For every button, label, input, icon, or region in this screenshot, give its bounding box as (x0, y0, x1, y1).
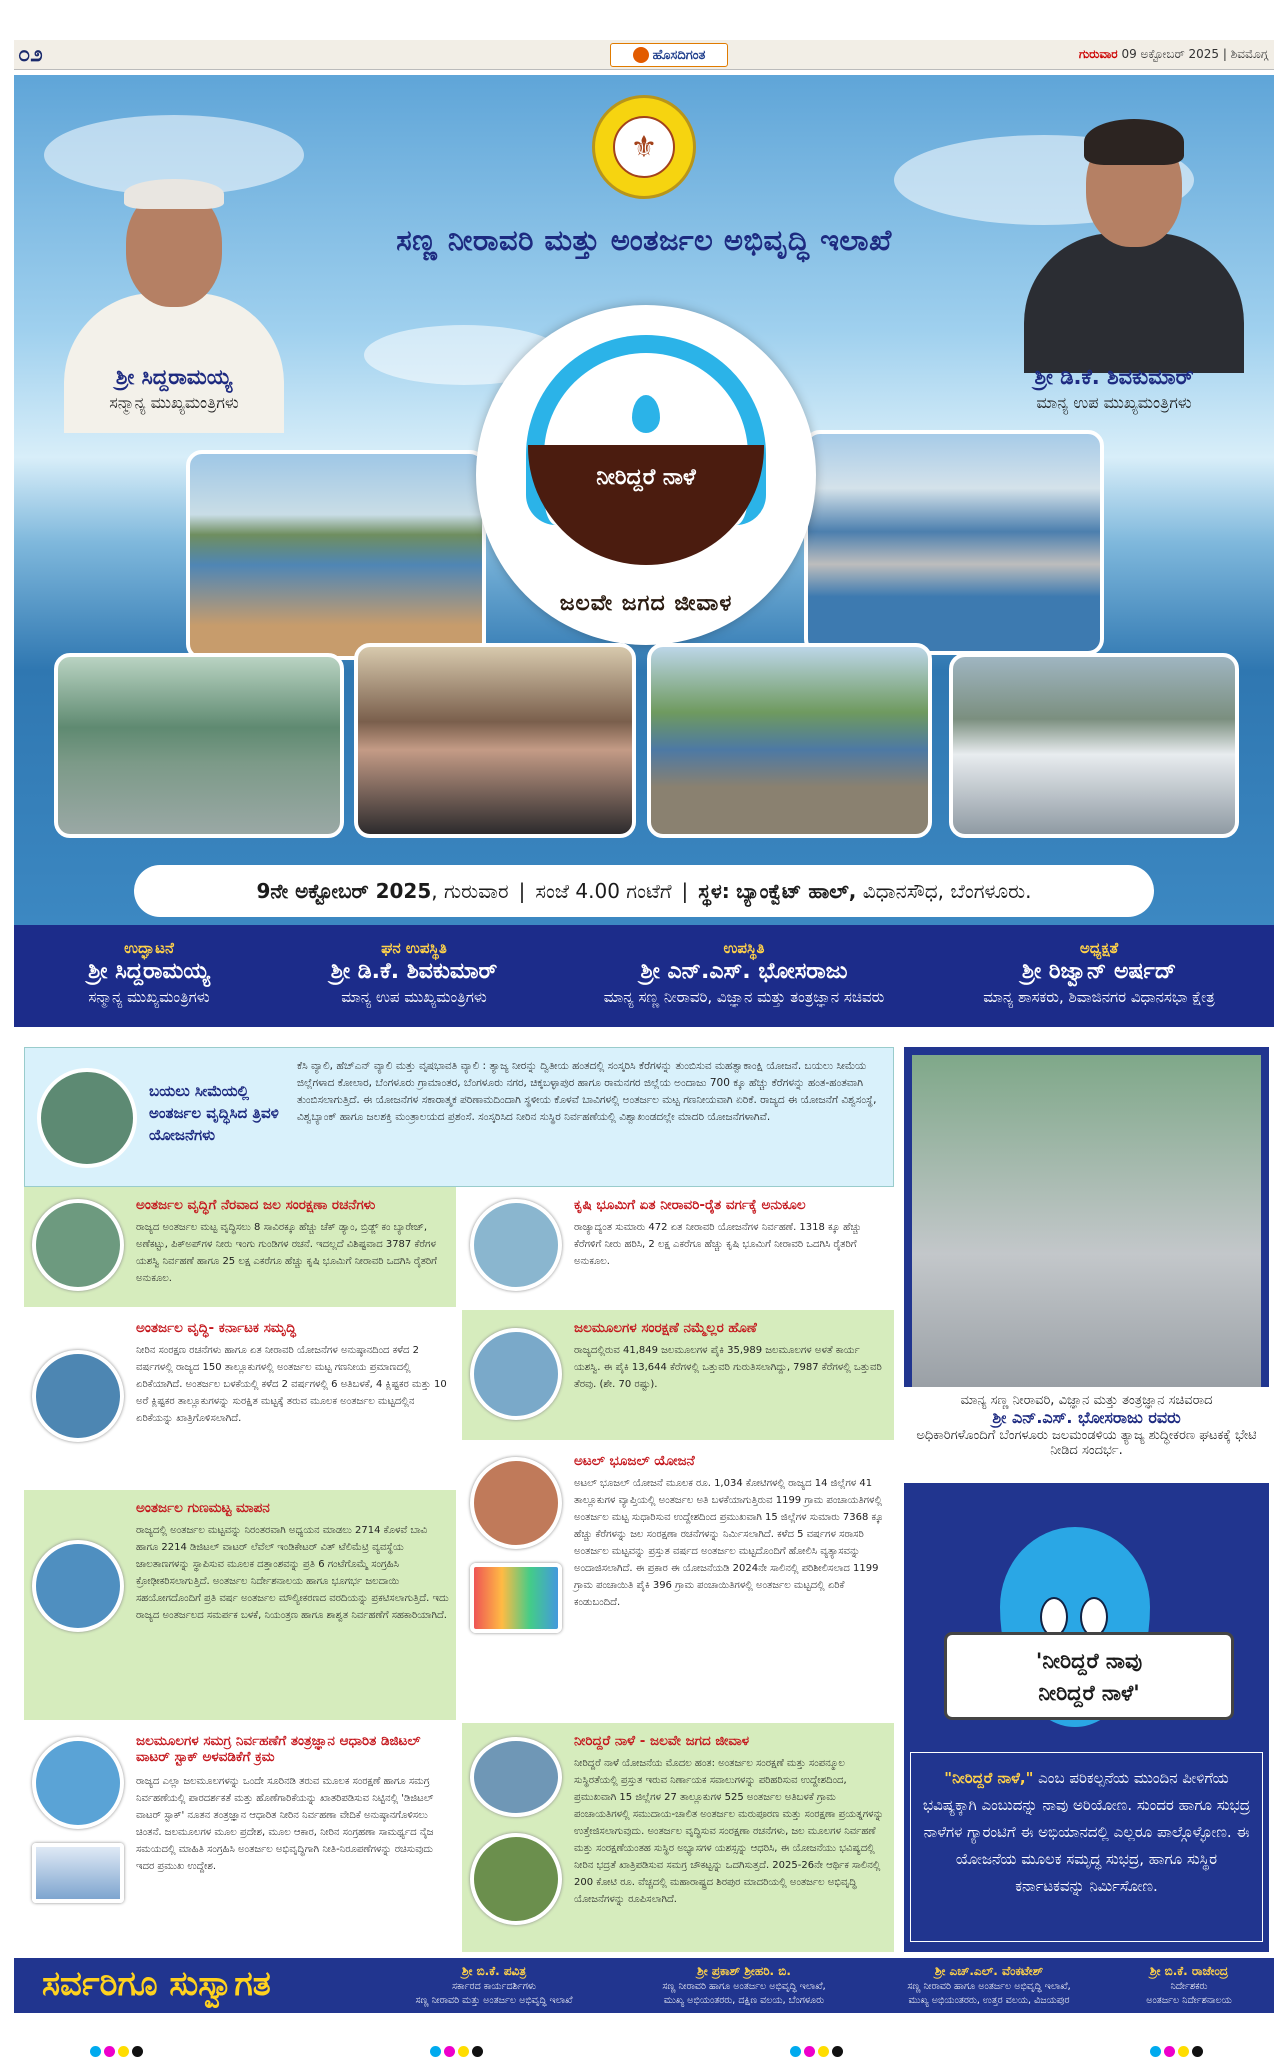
photo-officials (354, 643, 636, 838)
hand-icon (528, 445, 764, 565)
photo-bridge-right (804, 430, 1104, 655)
water-drop-icon (632, 395, 660, 433)
section-digital-water-stack: ಜಲಮೂಲಗಳ ಸಮಗ್ರ ನಿರ್ವಹಣೆಗೆ ತಂತ್ರಜ್ಞಾನ ಆಧಾರಿತ ಡಿಜಿಟಲ್ ವಾಟರ್ ಸ್ಟಾಕ್ ಅಳವಡಿಕೆಗೆ ಕ್ರಮ ರಾಜ್ಯದ ಎಲ್ಲಾ ಜಲಮೂಲಗಳನ್ನು ಒಂದೇ ಸೂರಿನಡಿ ತರುವ ಮೂಲಕ ಸಂರಕ್ಷಣೆ ಹಾಗೂ ಸಮಗ್ರ ನಿರ್ವಹಣೆಯಲ್ಲಿ ಪಾರದರ್ಶಕತೆ ಮತ್ತು ಹೊಣೆಗಾರಿಕೆಯನ್ನು ಖಾತರಿಪಡಿಸುವ ನಿಟ್ಟಿನಲ್ಲಿ 'ಡಿಜಿಟಲ್ ವಾಟರ್ ಸ್ಟಾಕ್' ನೂತನ ತಂತ್ರಜ್ಞಾನ ಆಧಾರಿತ ನೀರಿನ ನಿರ್ವಹಣಾ ವೇದಿಕೆ ಅನುಷ್ಠಾನಗೊಳಿಸಲು ಚಿಂತನೆ. ಜಲಮೂಲಗಳ ಮೂಲ ಪ್ರದೇಶ, ಮೂಲ ಆಕಾರ, ನೀರಿನ ಸಂಗ್ರಹಣಾ ಸಾಮರ್ಥ್ಯದ ನೈಜ ಸಮಯದಲ್ಲಿ ಮಾಹಿತಿ ಸಂಗ್ರಹಿಸಿ ಅಂತರ್ಜಲ ಅಭಿವೃದ್ಧಿಗಾಗಿ ನೀತಿ-ನಿರೂಪಣೆಗಳನ್ನು ರಚಿಸುವುದು ಇದರ ಪ್ರಮುಖ ಉದ್ದೇಶ. (24, 1723, 456, 1952)
masthead-logo: ಹೊಸದಿಗಂತ (610, 43, 728, 67)
section-conservation: ಅಂತರ್ಜಲ ವೃದ್ಧಿಗೆ ನೆರವಾದ ಜಲ ಸಂರಕ್ಷಣಾ ರಚನೆಗಳು ರಾಜ್ಯದ ಅಂತರ್ಜಲ ಮಟ್ಟ ವೃದ್ಧಿಸಲು 8 ಸಾವಿರಕ್ಕೂ ಹೆಚ್ಚು ಚೆಕ್ ಡ್ಯಾಂ, ಬ್ರಿಡ್ಜ್ ಕಂ ಬ್ಯಾರೇಜ್, ಅಣೆಕಟ್ಟು, ಪಿಕ್ಅಪ್‌ಗಳ ನೀರು ಇಂಗು ಗುಂಡಿಗಳ ರಚನೆ. ಇದಲ್ಲದೆ ವಿಶಿಷ್ಟವಾದ 3787 ಕೆರೆಗಳ ಯಶಸ್ವಿ ನಿರ್ವಹಣೆ ಹಾಗೂ 25 ಲಕ್ಷ ಎಕರೆಗೂ ಹೆಚ್ಚು ಕೃಷಿ ಭೂಮಿಗೆ ನೀರಾವರಿ ಒದಗಿಸಿ ರೈತರಿಗೆ ಅನುಕೂಲ. (24, 1187, 456, 1307)
section-waterbody-protection: ಜಲಮೂಲಗಳ ಸಂರಕ್ಷಣೆ ನಮ್ಮೆಲ್ಲರ ಹೊಣೆ ರಾಜ್ಯದಲ್ಲಿರುವ 41,849 ಜಲಮೂಲಗಳ ಪೈಕಿ 35,989 ಜಲಮೂಲಗಳ ಅಳತೆ ಕಾರ್ಯ ಯಶಸ್ವಿ. ಈ ಪೈಕಿ 13,644 ಕೆರೆಗಳಲ್ಲಿ ಒತ್ತುವರಿ ಗುರುತಿಸಲಾಗಿದ್ದು, 7987 ಕೆರೆಗಳಲ್ಲಿ ಒತ್ತುವರಿ ತೆರವು. (ಶೇ. 70 ರಷ್ಟು). (462, 1310, 894, 1440)
photo-barrage (647, 643, 932, 838)
invitee-attendance: ಉಪಸ್ಥಿತಿ ಶ್ರೀ ಎನ್.ಎಸ್. ಭೋಸರಾಜು ಮಾನ್ಯ ಸಣ್ಣ ನೀರಾವರಿ, ವಿಜ್ಞಾನ ಮತ್ತು ತಂತ್ರಜ್ಞಾನ ಸಚಿವರು (603, 939, 885, 1006)
page-header (14, 40, 1274, 70)
invitees-bar (14, 925, 1274, 1027)
mascot-sign: 'ನೀರಿದ್ದರೆ ನಾವು ನೀರಿದ್ದರೆ ನಾಳೆ' (944, 1632, 1234, 1720)
section-quality-monitoring: ಅಂತರ್ಜಲ ಗುಣಮಟ್ಟ ಮಾಪನ ರಾಜ್ಯದಲ್ಲಿ ಅಂತರ್ಜಲ ಮಟ್ಟವನ್ನು ನಿರಂತರವಾಗಿ ಅಧ್ಯಯನ ಮಾಡಲು 2714 ಕೊಳವೆ ಬಾವಿ ಹಾಗೂ 2214 ಡಿಜಿಟಲ್ ವಾಟರ್ ಲೆವೆಲ್ ಇಂಡಿಕೇಟರ್ ವಿತ್ ಟೆಲಿಮೆಟ್ರಿ ವ್ಯವಸ್ಥೆಯ ಜಾಲತಾಣಗಳನ್ನು ಸ್ಥಾಪಿಸುವ ಮೂಲಕ ದತ್ತಾಂಶವನ್ನು ಪ್ರತಿ 6 ಗಂಟೆಗೊಮ್ಮೆ ಸಂಗ್ರಹಿಸಿ ಕ್ರೋಢೀಕರಿಸಲಾಗುತ್ತಿದೆ. ಅಂತರ್ಜಲ ನಿರ್ದೇಶನಾಲಯ ಹಾಗೂ ಭೂಗರ್ಭ ಜಲದಾಯಿ ಸಹಯೋಗದೊಂದಿಗೆ ಪ್ರತಿ ವರ್ಷ ಅಂತರ್ಜಲ ಮೌಲ್ಯೀಕರಣದ ವರದಿಯನ್ನು ಪ್ರಕಟಿಸಲಾಗುತ್ತಿದೆ. ಇದು ರಾಜ್ಯದ ಅಂತರ್ಜಲದ ಸಮರ್ಪಕ ಬಳಕೆ, ನಿಯಂತ್ರಣ ಹಾಗೂ ಶಾಶ್ವತ ನಿರ್ವಹಣೆಗೆ ಸಹಕಾರಿಯಾಗಿದೆ. (24, 1490, 456, 1720)
minister-visit-photo (912, 1055, 1261, 1387)
left-person-name: ಶ್ರೀ ಸಿದ್ದರಾಮಯ್ಯ (115, 365, 233, 389)
photo-treatment-plant (949, 653, 1239, 838)
page-number: ೦೨ (18, 42, 43, 67)
valley-photo (37, 1068, 137, 1168)
invitee-presiding: ಅಧ್ಯಕ್ಷತೆ ಶ್ರೀ ರಿಜ್ವಾನ್ ಅರ್ಷದ್ ಮಾನ್ಯ ಶಾಸಕರು, ಶಿವಾಜಿನಗರ ವಿಧಾನಸಭಾ ಕ್ಷೇತ್ರ (983, 939, 1215, 1006)
photo-check-dam (54, 653, 344, 838)
right-person-title: ಮಾನ್ಯ ಉಪ ಮುಖ್ಯಮಂತ್ರಿಗಳು (1036, 393, 1192, 412)
event-details: 9ನೇ ಅಕ್ಟೋಬರ್ 2025, ಗುರುವಾರ | ಸಂಜೆ 4.00 ಗಂಟೆಗೆ | ಸ್ಥಳ: ಬ್ಯಾಂಕ್ವೆಟ್ ಹಾಲ್, ವಿಧಾನಸೌಧ, ಬೆಂಗಳೂರು. (134, 865, 1154, 917)
portrait-shivakumar (1014, 115, 1254, 365)
photo-lake-left (186, 450, 486, 660)
official-4: ಶ್ರೀ ಬಿ.ಕೆ. ರಾಜೇಂದ್ರ ನಿರ್ದೇಶಕರು ಅಂತರ್ಜಲ ನಿರ್ದೇಶನಾಲಯ (1146, 1964, 1232, 2006)
invitee-presence: ಘನ ಉಪಸ್ಥಿತಿ ಶ್ರೀ ಡಿ.ಕೆ. ಶಿವಕುಮಾರ್ ಮಾನ್ಯ ಉಪ ಮುಖ್ಯಮಂತ್ರಿಗಳು (330, 939, 498, 1006)
registration-marks-3 (790, 2046, 843, 2058)
masthead-emblem-icon (633, 47, 649, 63)
invitee-inauguration: ಉದ್ಘಾಟನೆ ಶ್ರೀ ಸಿದ್ದರಾಮಯ್ಯ ಸನ್ಮಾನ್ಯ ಮುಖ್ಯಮಂತ್ರಿಗಳು (88, 939, 210, 1006)
department-title: ಸಣ್ಣ ನೀರಾವರಿ ಮತ್ತು ಅಂತರ್ಜಲ ಅಭಿವೃದ್ಧಿ ಇಲಾಖೆ (396, 223, 892, 257)
schemes-panel (24, 1047, 894, 1952)
section-lift-irrigation: ಕೃಷಿ ಭೂಮಿಗೆ ಏತ ನೀರಾವರಿ-ರೈತ ವರ್ಗಕ್ಕೆ ಅನುಕೂಲ ರಾಜ್ಯಾದ್ಯಂತ ಸುಮಾರು 472 ಏತ ನೀರಾವರಿ ಯೋಜನೆಗಳ ನಿರ್ವಹಣೆ. 1318 ಕ್ಕೂ ಹೆಚ್ಚು ಕೆರೆಗಳಿಗೆ ನೀರು ಹರಿಸಿ, 2 ಲಕ್ಷ ಎಕರೆಗೂ ಹೆಚ್ಚು ಕೃಷಿ ಭೂಮಿಗೆ ನೀರಾವರಿ ಒದಗಿಸಿ ರೈತರಿಗೆ ಅನುಕೂಲ. (462, 1187, 894, 1307)
section-neeriddare-naale: ನೀರಿದ್ದರೆ ನಾಳೆ - ಜಲವೇ ಜಗದ ಜೀವಾಳ ನೀರಿದ್ದರೆ ನಾಳೆ ಯೋಜನೆಯ ಮೊದಲ ಹಂತ: ಅಂತರ್ಜಲ ಸಂರಕ್ಷಣೆ ಮತ್ತು ಸಂಪನ್ಮೂಲ ಸುಸ್ಥಿರತೆಯಲ್ಲಿ ಪ್ರಸ್ತುತ ಇರುವ ನಿರ್ಣಾಯಕ ಸವಾಲುಗಳನ್ನು ಪರಿಹರಿಸುವ ಉದ್ದೇಶದಿಂದ, ಪ್ರಮುಖವಾಗಿ 15 ಜಿಲ್ಲೆಗಳ 27 ತಾಲ್ಲೂಕುಗಳ 525 ಅಂತರ್ಜಲ ಅತಿಬಳಕೆ ಗ್ರಾಮ ಪಂಚಾಯತಿಗಳಲ್ಲಿ ಸಮುದಾಯ-ಚಾಲಿತ ಅಂತರ್ಜಲ ಮರುಪೂರಣ ಮತ್ತು ಸಂರಕ್ಷಣಾ ಪ್ರಯತ್ನಗಳನ್ನು ಉತ್ತೇಜಿಸಲಾಗುವುದು. ಅಂತರ್ಜಲ ವೃದ್ಧಿಸುವ ಸಂರಕ್ಷಣಾ ರಚನೆಗಳು, ಜಲ ಮೂಲಗಳ ನಿರ್ವಹಣೆ ಮತ್ತು ಸಂರಕ್ಷಣೆಯಂತಹ ಸುಸ್ಥಿರ ಅಭ್ಯಾಸಗಳ ಯಶಸ್ಸನ್ನು ಆಧರಿಸಿ, ಈ ಯೋಜನೆಯು ಭವಿಷ್ಯದಲ್ಲಿ ನೀರಿನ ಭದ್ರತೆ ಖಾತ್ರಿಪಡಿಸುವ ಸಮಗ್ರ ಚೌಕಟ್ಟನ್ನು ಒದಗಿಸುತ್ತದೆ. 2025-26ನೇ ಆರ್ಥಿಕ ಸಾಲಿನಲ್ಲಿ 200 ಕೋಟಿ ರೂ. ವೆಚ್ಚದಲ್ಲಿ ಮಹಾರಾಷ್ಟ್ರದ ಶಿರಪುರ ಮಾದರಿಯಲ್ಲಿ ಅಂತರ್ಜಲ ಅಭಿವೃದ್ಧಿ ಯೋಜನೆಗಳನ್ನು ರೂಪಿಸಲಾಗಿದೆ. (462, 1723, 894, 1952)
official-3: ಶ್ರೀ ಎಚ್.ಎಲ್. ವೆಂಕಟೇಶ್ ಸಣ್ಣ ನೀರಾವರಿ ಹಾಗೂ ಅಂತರ್ಜಲ ಅಭಿವೃದ್ಧಿ ಇಲಾಖೆ, ಮುಖ್ಯ ಅಭಿಯಂತರರು, ಉತ್ತರ ವಲಯ, ವಿಜಯಪುರ (907, 1964, 1071, 2006)
campaign-message: "ನೀರಿದ್ದರೆ ನಾಳೆ," ಎಂಬ ಪರಿಕಲ್ಪನೆಯ ಮುಂದಿನ ಪೀಳಿಗೆಯ ಭವಿಷ್ಯಕ್ಕಾಗಿ ಎಂಬುದನ್ನು ನಾವು ಅರಿಯೋಣ. ಸುಂದರ ಹಾಗೂ ಸುಭದ್ರ ನಾಳೆಗಳ ಗ್ಯಾರಂಟಿಗೆ ಈ ಅಭಿಯಾನದಲ್ಲಿ ಎಲ್ಲರೂ ಪಾಲ್ಗೊಳ್ಳೋಣ. ಈ ಯೋಜನೆಯ ಮೂಲಕ ಸಮೃದ್ಧ ಸುಭದ್ರ, ಹಾಗೂ ಸುಸ್ಥಿರ ಕರ್ನಾಟಕವನ್ನು ನಿರ್ಮಿಸೋಣ. (910, 1752, 1263, 1942)
right-person-name: ಶ್ರೀ ಡಿ.ಕೆ. ಶಿವಕುಮಾರ್ (1034, 365, 1194, 389)
registration-marks-4 (1150, 2046, 1203, 2058)
official-1: ಶ್ರೀ ಬಿ.ಕೆ. ಪವಿತ್ರ ಸರ್ಕಾರದ ಕಾರ್ಯದರ್ಶಿಗಳು ಸಣ್ಣ ನೀರಾವರಿ ಮತ್ತು ಅಂತರ್ಜಲ ಅಭಿವೃದ್ಧಿ ಇಲಾಖೆ (415, 1964, 573, 2006)
karnataka-emblem (592, 95, 696, 199)
minister-visit-panel (904, 1047, 1269, 1952)
photo-caption: ಮಾನ್ಯ ಸಣ್ಣ ನೀರಾವರಿ, ವಿಜ್ಞಾನ ಮತ್ತು ತಂತ್ರಜ್ಞಾನ ಸಚಿವರಾದ ಶ್ರೀ ಎನ್.ಎಸ್. ಭೋಸರಾಜು ರವರು ಅಧಿಕಾರಿಗಳೊಂದಿಗೆ ಬೆಂಗಳೂರು ಜಲಮಂಡಳಿಯ ತ್ಯಾಜ್ಯ ಶುದ್ಧೀಕರಣ ಘಟಕಕ್ಕೆ ಭೇಟಿ ನೀಡಿದ ಸಂದರ್ಭ. (904, 1387, 1269, 1483)
section-atal-bhujal: ಅಟಲ್ ಭೂಜಲ್ ಯೋಜನೆ ಅಟಲ್ ಭೂಜಲ್ ಯೋಜನೆ ಮೂಲಕ ರೂ. 1,034 ಕೋಟಿಗಳಲ್ಲಿ ರಾಜ್ಯದ 14 ಜಿಲ್ಲೆಗಳ 41 ತಾಲ್ಲೂಕುಗಳ ವ್ಯಾಪ್ತಿಯಲ್ಲಿ ಅಂತರ್ಜಲ ಅತಿ ಬಳಕೆಯಾಗುತ್ತಿರುವ 1199 ಗ್ರಾಮ ಪಂಚಾಯತಿಗಳಲ್ಲಿ ಅಂತರ್ಜಲ ಮಟ್ಟ ಸುಧಾರಿಸುವ ಉದ್ದೇಶದಿಂದ ಪ್ರಮುಖವಾಗಿ 15 ಜಿಲ್ಲೆಗಳ ಸುಮಾರು 7368 ಕ್ಕೂ ಹೆಚ್ಚು ಕೆರೆಗಳನ್ನು ಜಲ ಸಂರಕ್ಷಣಾ ರಚನೆಗಳನ್ನು ನಿರ್ಮಿಸಲಾಗಿದೆ. ಕಳೆದ 5 ವರ್ಷಗಳ ಸರಾಸರಿ ಅಂತರ್ಜಲ ಮಟ್ಟವನ್ನು ಪ್ರಸ್ತುತ ವರ್ಷದ ಅಂತರ್ಜಲ ಮಟ್ಟದೊಂದಿಗೆ ಹೋಲಿಸಿ ವ್ಯತ್ಯಾಸವನ್ನು ಅಂದಾಜಿಸಲಾಗಿದೆ. ಈ ಪ್ರಕಾರ ಈ ಯೋಜನೆಯಡಿ 2024ನೇ ಸಾಲಿನಲ್ಲಿ ಪರಿಶೀಲಿಸಲಾದ 1199 ಗ್ರಾಮ ಪಂಚಾಯಿತಿ ಪೈಕಿ 396 ಗ್ರಾಮ ಪಂಚಾಯಿತಿಗಳಲ್ಲಿ ಅಂತರ್ಜಲ ಮಟ್ಟದಲ್ಲಿ ಏರಿಕೆ ಕಂಡುಬಂದಿದೆ. (462, 1443, 894, 1720)
dateline: ಗುರುವಾರ 09 ಅಕ್ಟೋಬರ್ 2025 | ಶಿವಮೊಗ್ಗ (1078, 47, 1268, 61)
hero-banner (14, 75, 1274, 925)
left-person-title: ಸನ್ಮಾನ್ಯ ಮುಖ್ಯಮಂತ್ರಿಗಳು (109, 393, 239, 412)
welcome-text: ಸರ್ವರಿಗೂ ಸುಸ್ವಾಗತ (42, 1964, 271, 2004)
registration-marks-1 (90, 2046, 143, 2058)
official-2: ಶ್ರೀ ಪ್ರಕಾಶ್ ಶ್ರೀಹರಿ. ಬಿ. ಸಣ್ಣ ನೀರಾವರಿ ಹಾಗೂ ಅಂತರ್ಜಲ ಅಭಿವೃದ್ಧಿ ಇಲಾಖೆ, ಮುಖ್ಯ ಅಭಿಯಂತರರು, ದಕ್ಷಿಣ ವಲಯ, ಬೆಂಗಳೂರು (662, 1964, 826, 2006)
registration-marks-2 (430, 2046, 483, 2058)
emblem-seal-icon: ⚜ (613, 116, 675, 178)
intro-box: ಬಯಲು ಸೀಮೆಯಲ್ಲಿ ಅಂತರ್ಜಲ ವೃದ್ಧಿಸಿದ ತ್ರಿವಳಿ ಯೋಜನೆಗಳು ಕೆಸಿ ವ್ಯಾಲಿ, ಹೆಚ್‌ಎನ್ ವ್ಯಾಲಿ ಮತ್ತು ವೃಷಭಾವತಿ ವ್ಯಾಲಿ : ತ್ಯಾಜ್ಯ ನೀರನ್ನು ದ್ವಿತೀಯ ಹಂತದಲ್ಲಿ ಸಂಸ್ಕರಿಸಿ ಕೆರೆಗಳನ್ನು ತುಂಬಿಸುವ ಮಹತ್ವಾಕಾಂಕ್ಷಿ ಯೋಜನೆ. ಬಯಲು ಸೀಮೆಯ ಜಿಲ್ಲೆಗಳಾದ ಕೋಲಾರ, ಬೆಂಗಳೂರು ಗ್ರಾಮಾಂತರ, ಬೆಂಗಳೂರು ನಗರ, ಚಿಕ್ಕಬಳ್ಳಾಪುರ ಹಾಗೂ ರಾಮನಗರ ಜಿಲ್ಲೆಯ ಅಂದಾಜು 700 ಕ್ಕೂ ಹೆಚ್ಚು ಕೆರೆಗಳನ್ನು ಹಂತ-ಹಂತವಾಗಿ ತುಂಬಿಸಲಾಗುತ್ತಿದೆ. ಈ ಯೋಜನೆಗಳ ಸಕಾರಾತ್ಮಕ ಪರಿಣಾಮದಿಂದಾಗಿ ಸ್ಥಳೀಯ ಕೊಳವೆ ಬಾವಿಗಳಲ್ಲಿ ಅಂತರ್ಜಲ ಮಟ್ಟ ಗಣನೀಯವಾಗಿ ಏರಿಕೆ. ರಾಜ್ಯದ ಈ ಯೋಜನೆಗೆ ವಿಶ್ವಸಂಸ್ಥೆ, ವಿಶ್ವಬ್ಯಾಂಕ್ ಹಾಗೂ ಜಲಶಕ್ತಿ ಮಂತ್ರಾಲಯದ ಪ್ರಶಂಸೆ. ಸಂಸ್ಕರಿಸಿದ ನೀರಿನ ಸುಸ್ಥಿರ ನಿರ್ವಹಣೆಯಲ್ಲಿ ವಿಶ್ವಾಖಂಡದಲ್ಲೇ ಮಾದರಿ ಯೋಜನೆಗಳಾಗಿವೆ. (24, 1047, 894, 1187)
campaign-logo: ನೀರಿದ್ದರೆ ನಾಳೆ ಜಲವೇ ಜಗದ ಜೀವಾಳ (476, 305, 816, 645)
section-karnataka-prosperity: ಅಂತರ್ಜಲ ವೃದ್ಧಿ- ಕರ್ನಾಟಕ ಸಮೃದ್ಧಿ ನೀರಿನ ಸಂರಕ್ಷಣ ರಚನೆಗಳು ಹಾಗೂ ಏತ ನೀರಾವರಿ ಯೋಜನೆಗಳ ಅನುಷ್ಠಾನದಿಂದ ಕಳೆದ 2 ವರ್ಷಗಳಲ್ಲಿ ರಾಜ್ಯದ 150 ತಾಲ್ಲೂಕುಗಳಲ್ಲಿ ಅಂತರ್ಜಲ ಮಟ್ಟ ಗಣನೀಯ ಪ್ರಮಾಣದಲ್ಲಿ ಏರಿಕೆಯಾಗಿದೆ. ಅಂತರ್ಜಲ ಬಳಕೆಯಲ್ಲಿ ಕಳೆದ 2 ವರ್ಷಗಳಲ್ಲಿ 6 ಅತಿಬಳಕೆ, 4 ಕ್ಲಿಷ್ಟಕರ ಮತ್ತು 10 ಅರೆ ಕ್ಲಿಷ್ಟಕರ ತಾಲ್ಲೂಕುಗಳನ್ನು ಸುರಕ್ಷಿತ ಮಟ್ಟಕ್ಕೆ ತರುವ ಮೂಲಕ ಅಂತರ್ಜಲ ಮಟ್ಟದಲ್ಲಿನ ಏರಿಕೆಯನ್ನು ಖಾತ್ರಿಗೊಳಿಸಲಾಗಿದೆ. (24, 1310, 456, 1487)
footer-bar (14, 1958, 1274, 2013)
